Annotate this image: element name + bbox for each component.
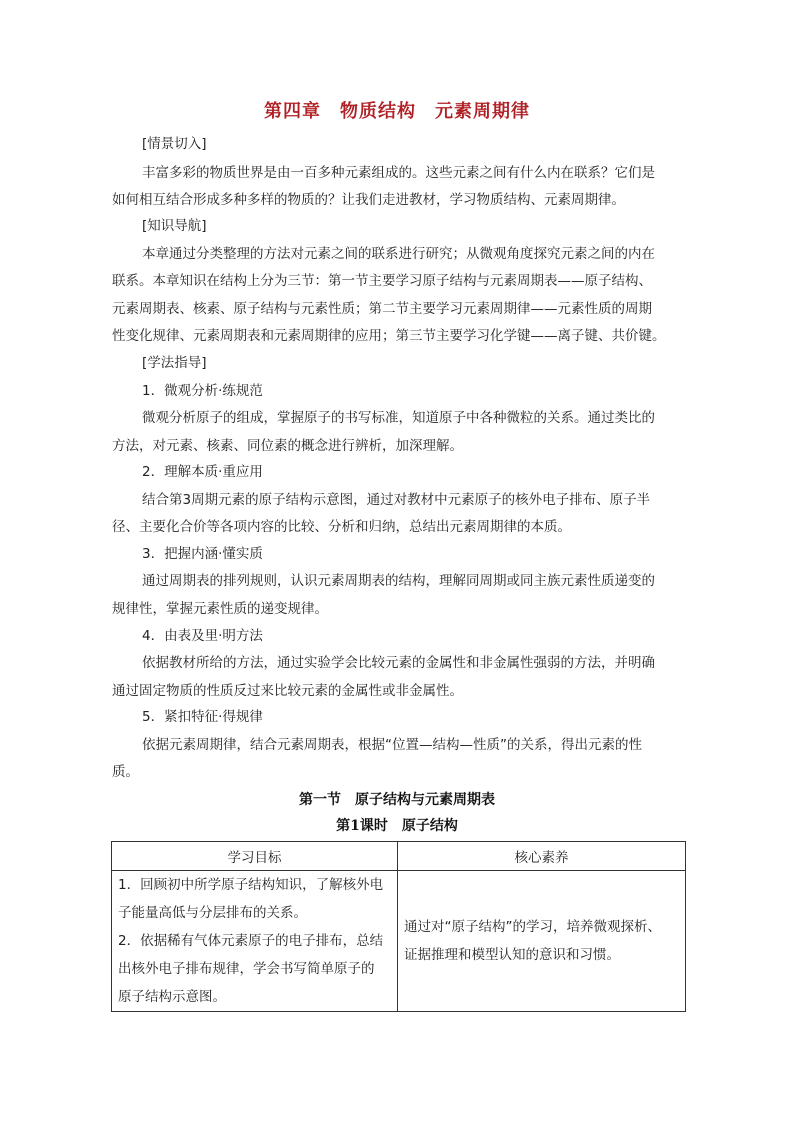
goals-table <box>111 841 686 1012</box>
cell-line: 子能量高低与分层排布的关系。 <box>118 905 307 921</box>
paragraph-line: 通过固定物质的性质反过来比较元素的金属性或非金属性。 <box>112 683 463 699</box>
paragraph-line: 方法，对元素、核素、同位素的概念进行辨析，加深理解。 <box>112 438 463 454</box>
table-header-row <box>112 842 686 871</box>
paragraph-line: 质。 <box>112 764 139 780</box>
chapter-title: 第四章 物质结构 元素周期律 <box>264 101 530 122</box>
paragraph-line: 本章通过分类整理的方法对元素之间的联系进行研究；从微观角度探究元素之间的内在 <box>142 246 655 262</box>
paragraph-line: 结合第3周期元素的原子结构示意图，通过对教材中元素原子的核外电子排布、原子半 <box>142 492 651 508</box>
paragraph-line: 丰富多彩的物质世界是由一百多种元素组成的。这些元素之间有什么内在联系？它们是 <box>142 165 655 181</box>
paragraph-line: 如何相互结合形成多种多样的物质的？让我们走进教材，学习物质结构、元素周期律。 <box>112 192 625 208</box>
paragraph-line: 性变化规律、元素周期表和元素周期律的应用；第三节主要学习化学键——离子键、共价键。 <box>112 328 666 344</box>
paragraph-line: 通过周期表的排列规则，认识元素周期表的结构，理解同周期或同主族元素性质递变的 <box>142 573 655 589</box>
section-title: 第一节 原子结构与元素周期表 <box>299 792 495 808</box>
method-heading: 3．把握内涵·懂实质 <box>142 546 263 562</box>
lesson-title: 第1课时 原子结构 <box>336 818 458 834</box>
cell-line: 2．依据稀有气体元素原子的电子排布，总结 <box>118 933 384 949</box>
paragraph-line: 微观分析原子的组成，掌握原子的书写标准，知道原子中各种微粒的关系。通过类比的 <box>142 410 655 426</box>
core-literacy-cell <box>398 871 686 1012</box>
table-header-learning-goals: 学习目标 <box>112 842 398 871</box>
cell-line: 出核外电子排布规律，学会书写简单原子的 <box>118 961 375 977</box>
paragraph-line: 元素周期表、核素、原子结构与元素性质；第二节主要学习元素周期律——元素性质的周期 <box>112 301 652 317</box>
method-heading: 5．紧扣特征·得规律 <box>142 709 263 725</box>
cell-line: 通过对“原子结构”的学习，培养微观探析、 <box>404 919 661 935</box>
paragraph-line: 规律性，掌握元素性质的递变规律。 <box>112 601 328 617</box>
paragraph-line: 径、主要化合价等各项内容的比较、分析和归纳，总结出元素周期律的本质。 <box>112 519 571 535</box>
section-label: [学法指导] <box>142 355 207 371</box>
section-label: [情景切入] <box>142 136 207 152</box>
cell-line: 1．回顾初中所学原子结构知识，了解核外电 <box>118 877 384 893</box>
method-heading: 1．微观分析·练规范 <box>142 383 263 399</box>
method-heading: 2．理解本质·重应用 <box>142 464 263 480</box>
table-header-core-literacy: 核心素养 <box>398 842 686 871</box>
paragraph-line: 依据教材所给的方法，通过实验学会比较元素的金属性和非金属性强弱的方法，并明确 <box>142 655 655 671</box>
section-label: [知识导航] <box>142 218 207 234</box>
paragraph-line: 联系。本章知识在结构上分为三节：第一节主要学习原子结构与元素周期表——原子结构、 <box>112 273 652 289</box>
paragraph-line: 依据元素周期律，结合元素周期表，根据“位置—结构—性质”的关系，得出元素的性 <box>142 737 642 753</box>
cell-line: 原子结构示意图。 <box>118 989 226 1005</box>
table-row <box>112 871 686 1012</box>
method-heading: 4．由表及里·明方法 <box>142 628 263 644</box>
cell-line: 证据推理和模型认知的意识和习惯。 <box>404 947 620 963</box>
learning-goals-cell <box>112 871 398 1012</box>
